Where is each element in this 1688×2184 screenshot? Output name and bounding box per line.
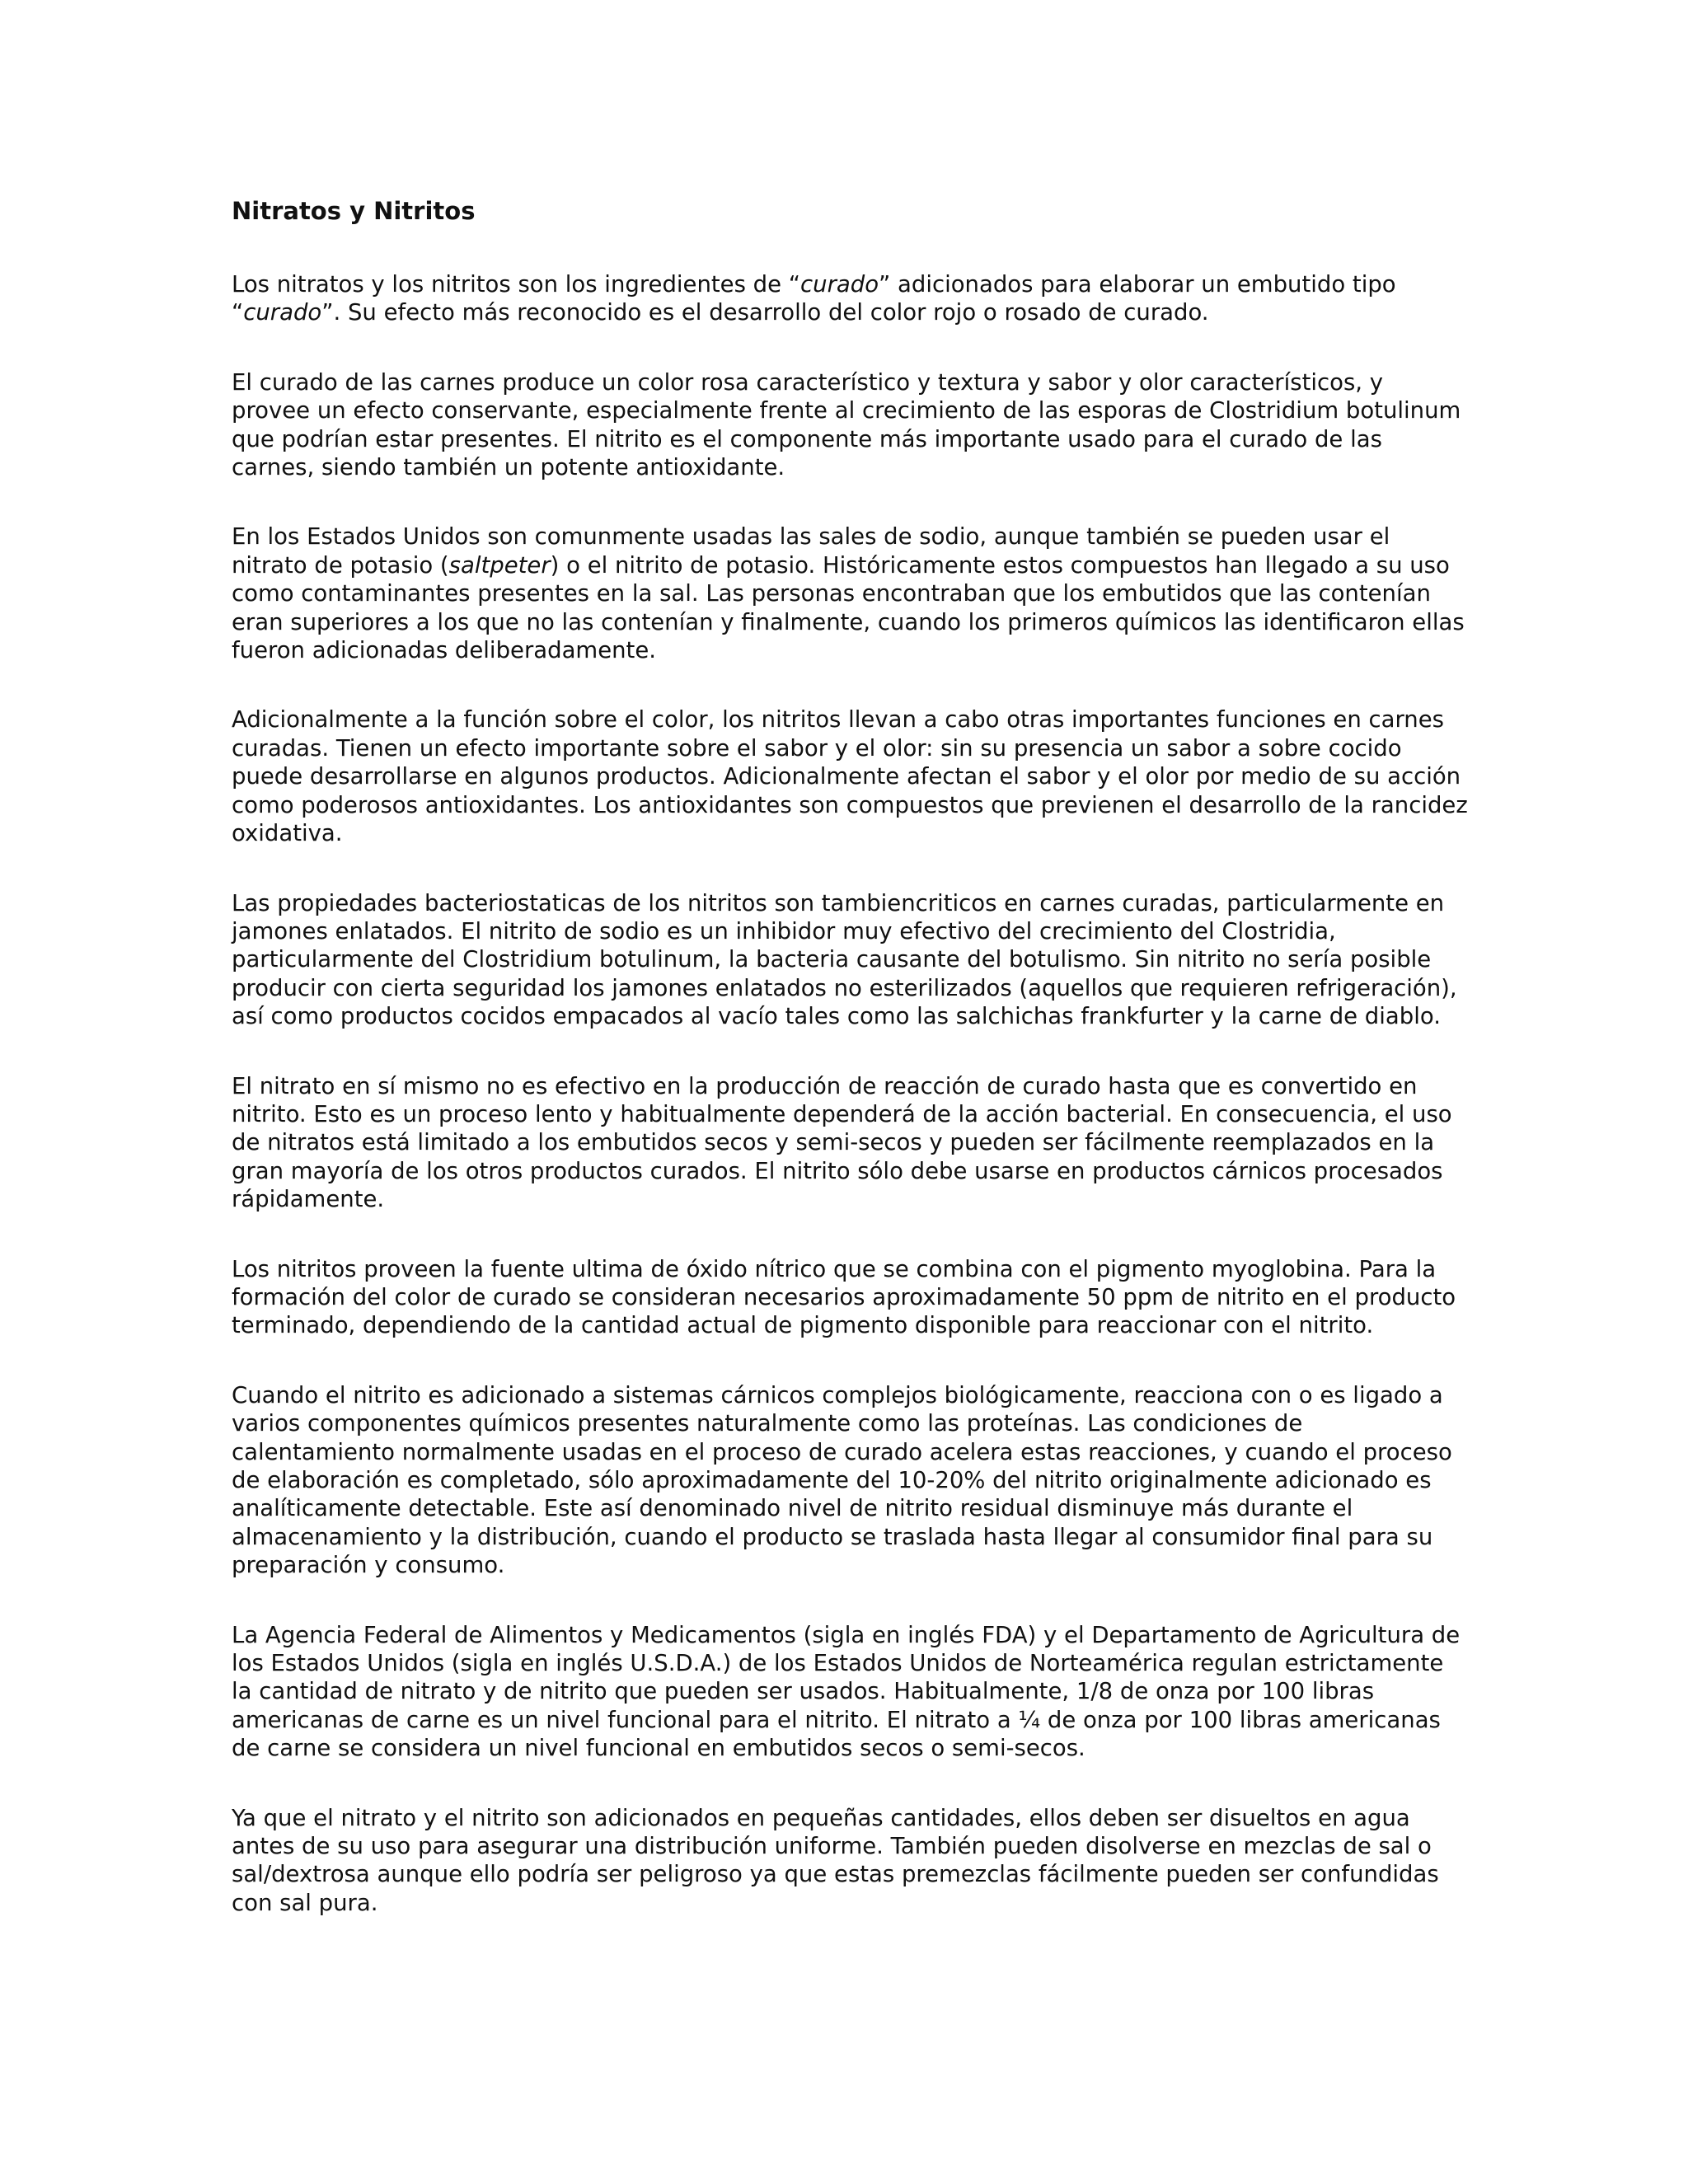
paragraph-3-text-c: ) o el nitrito de potasio. Históricamente estos compuestos han llegado a su uso como contaminantes presentes en la sal. Las personas encontraban que los embutidos que las contenían eran superiores a los que no las contenían y finalmente, cuando los primeros químicos las identificaron ellas fueron adicionadas deliberadamente. [232, 551, 1465, 664]
paragraph-1-text-c: ” adicionados para elaborar un embutido tipo “ [232, 271, 1396, 326]
paragraph-2: El curado de las carnes produce un color rosa característico y textura y sabor y olor característicos, y provee un efecto conservante, especialmente frente al crecimiento de las esporas de Clostridium botulinum que podrían estar presentes. El nitrito es el componente más importante usado para el curado de las carnes, siendo también un potente antioxidante. [232, 368, 1461, 481]
paragraph-3-text-a: En los Estados Unidos son comunmente usadas las sales de sodio, aunque también se pueden usar el nitrato de potasio ( [232, 523, 1390, 579]
document-title: Nitratos y Nitritos [232, 197, 476, 225]
paragraph-8: Cuando el nitrito es adicionado a sistemas cárnicos complejos biológicamente, reacciona con o es ligado a varios componentes químicos presentes naturalmente como las proteínas. Las condiciones de calentamiento normalmente usadas en el proceso de curado acelera estas reacciones, y cuando el proceso de elaboración es completado, sólo aproximadamente del 10-20% del nitrito originalmente adicionado es analíticamente detectable. Este así denominado nivel de nitrito residual disminuye más durante el almacenamiento y la distribución, cuando el producto se traslada hasta llegar al consumidor final para su preparación y consumo. [232, 1381, 1452, 1579]
document-page [232, 191, 1468, 1958]
paragraph-1-text-e: ”. Su efecto más reconocido es el desarrollo del color rojo o rosado de curado. [321, 299, 1209, 326]
paragraph-3-italic-saltpeter: saltpeter [448, 551, 551, 579]
paragraph-1-text-a: Los nitratos y los nitritos son los ingredientes de “ [232, 271, 801, 298]
paragraph-1-italic-curado-2: curado [243, 299, 322, 326]
paragraph-1 [232, 270, 1468, 327]
paragraph-5: Las propiedades bacteriostaticas de los nitritos son tambiencriticos en carnes curadas, particularmente en jamones enlatados. El nitrito de sodio es un inhibidor muy efectivo del crecimiento del Clostridia, particularmente del Clostridium botulinum, la bacteria causante del botulismo. Sin nitrito no sería posible producir con cierta seguridad los jamones enlatados no esterilizados (aquellos que requieren refrigeración), así como productos cocidos empacados al vacío tales como las salchichas frankfurter y la carne de diablo. [232, 889, 1457, 1030]
paragraph-1-italic-curado-1: curado [800, 271, 879, 298]
paragraph-9: La Agencia Federal de Alimentos y Medicamentos (sigla en inglés FDA) y el Departamento de Agricultura de los Estados Unidos (sigla en inglés U.S.D.A.) de los Estados Unidos de Norteamérica regulan estrictamente la cantidad de nitrato y de nitrito que pueden ser usados. Habitualmente, 1/8 de onza por 100 libras americanas de carne es un nivel funcional para el nitrito. El nitrato a ¼ de onza por 100 libras americanas de carne se considera un nivel funcional en embutidos secos o semi-secos. [232, 1621, 1461, 1762]
paragraph-10: Ya que el nitrato y el nitrito son adicionados en pequeñas cantidades, ellos deben ser disueltos en agua antes de su uso para asegurar una distribución uniforme. También pueden disolverse en mezclas de sal o sal/dextrosa aunque ello podría ser peligroso ya que estas premezclas fácilmente pueden ser confundidas con sal pura. [232, 1804, 1439, 1916]
paragraph-6: El nitrato en sí mismo no es efectivo en la producción de reacción de curado hasta que es convertido en nitrito. Esto es un proceso lento y habitualmente dependerá de la acción bacterial. En consecuencia, el uso de nitratos está limitado a los embutidos secos y semi-secos y pueden ser fácilmente reemplazados en la gran mayoría de los otros productos curados. El nitrito sólo debe usarse en productos cárnicos procesados rápidamente. [232, 1072, 1452, 1213]
paragraph-7: Los nitritos proveen la fuente ultima de óxido nítrico que se combina con el pigmento myoglobina. Para la formación del color de curado se consideran necesarios aproximadamente 50 ppm de nitrito en el producto terminado, dependiendo de la cantidad actual de pigmento disponible para reaccionar con el nitrito. [232, 1255, 1456, 1339]
paragraph-4: Adicionalmente a la función sobre el color, los nitritos llevan a cabo otras importantes funciones en carnes curadas. Tienen un efecto importante sobre el sabor y el olor: sin su presencia un sabor a sobre cocido puede desarrollarse en algunos productos. Adicionalmente afectan el sabor y el olor por medio de su acción como poderosos antioxidantes. Los antioxidantes son compuestos que previenen el desarrollo de la rancidez oxidativa. [232, 706, 1468, 847]
paragraph-3 [232, 523, 1468, 664]
